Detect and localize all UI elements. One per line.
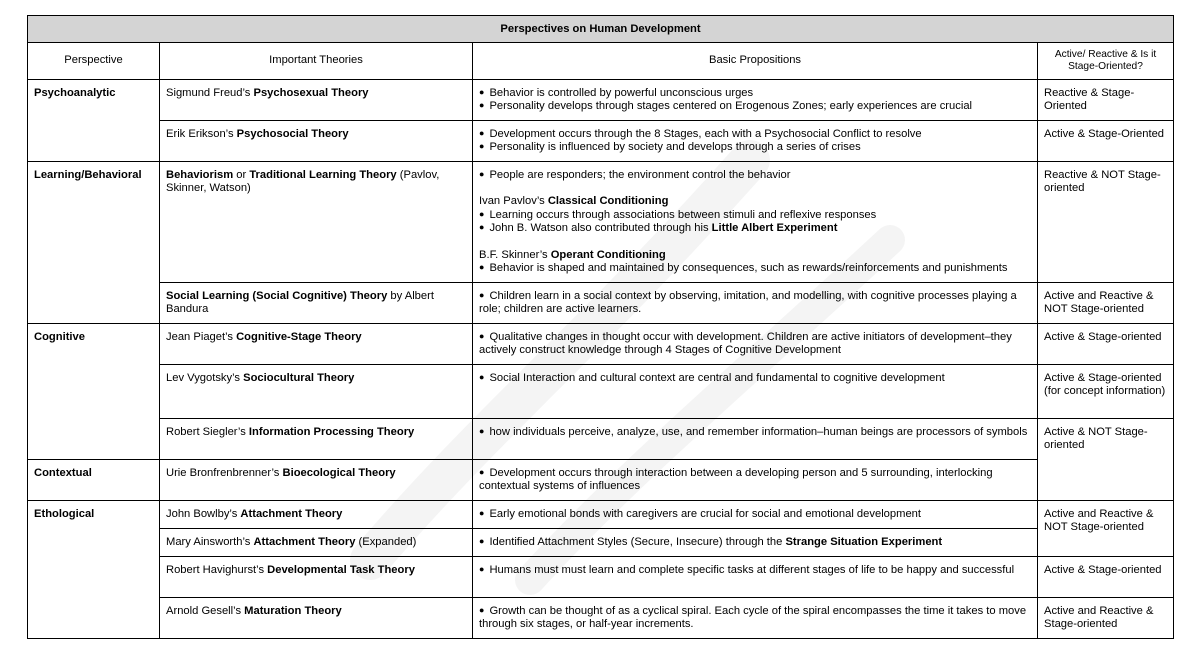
subheading-pavlov bbox=[479, 195, 1031, 208]
theory-prefix: Jean Piaget’s bbox=[166, 331, 237, 343]
theory-prefix: Arnold Gesell’s bbox=[166, 605, 245, 617]
propositions-bronfenbrenner bbox=[473, 460, 1038, 501]
bullet-item bbox=[479, 536, 1031, 549]
bullet-item: ● Behavior is shaped and maintained by consequences, such as rewards/reinforcements and punishments bbox=[479, 262, 1031, 275]
theory-freud bbox=[160, 80, 473, 121]
subheading-prefix: B.F. Skinner’s bbox=[479, 248, 551, 261]
theory-name: Maturation Theory bbox=[244, 605, 342, 617]
propositions-havighurst bbox=[473, 557, 1038, 598]
bullet-bold: Little Albert Experiment bbox=[711, 222, 838, 235]
spacer bbox=[479, 236, 1031, 249]
perspectives-table bbox=[27, 15, 1174, 639]
title-row bbox=[28, 16, 1174, 43]
theory-prefix: Erik Erikson’s bbox=[166, 128, 237, 140]
header-perspective: Perspective bbox=[28, 43, 160, 80]
table-row bbox=[28, 324, 1174, 365]
table-row bbox=[28, 283, 1174, 324]
theory-prefix: Robert Havighurst’s bbox=[166, 564, 268, 576]
perspective-psychoanalytic: Psychoanalytic bbox=[28, 80, 160, 162]
header-theories: Important Theories bbox=[160, 43, 473, 80]
theory-prefix: John Bowlby’s bbox=[166, 508, 241, 520]
theory-social-learning bbox=[160, 283, 473, 324]
theory-name: Psychosexual Theory bbox=[253, 87, 369, 99]
perspective-contextual: Contextual bbox=[28, 460, 160, 501]
theory-name: Traditional Learning Theory bbox=[249, 169, 397, 181]
propositions-ainsworth bbox=[473, 529, 1038, 557]
perspective-ethological: Ethological bbox=[28, 501, 160, 639]
theory-behaviorism bbox=[160, 162, 473, 283]
bullet-item: ● Early emotional bonds with caregivers are crucial for social and emotional development bbox=[479, 508, 1031, 521]
theory-prefix: Lev Vygotsky’s bbox=[166, 372, 244, 384]
theory-name: Cognitive-Stage Theory bbox=[236, 331, 362, 343]
theory-name: Attachment Theory bbox=[253, 536, 356, 548]
active-behaviorism: Reactive & NOT Stage-oriented bbox=[1038, 162, 1174, 283]
bullet-item: ● Social Interaction and cultural context are central and fundamental to cognitive development bbox=[479, 372, 1031, 385]
table-row bbox=[28, 162, 1174, 283]
theory-name: Social Learning (Social Cognitive) Theory bbox=[166, 290, 388, 302]
active-bowlby-ainsworth: Active and Reactive & NOT Stage-oriented bbox=[1038, 501, 1174, 557]
table-title: Perspectives on Human Development bbox=[28, 16, 1174, 43]
theory-prefix: Urie Bronfrenbrenner’s bbox=[166, 467, 283, 479]
bullet-item bbox=[479, 222, 1031, 235]
theory-ainsworth bbox=[160, 529, 473, 557]
table-row bbox=[28, 529, 1174, 557]
theory-name: Behaviorism bbox=[166, 169, 234, 181]
active-social-learning: Active and Reactive & NOT Stage-oriented bbox=[1038, 283, 1174, 324]
active-vygotsky: Active & Stage-oriented (for concept information) bbox=[1038, 365, 1174, 419]
header-propositions: Basic Propositions bbox=[473, 43, 1038, 80]
subheading-skinner bbox=[479, 249, 1031, 262]
propositions-gesell bbox=[473, 598, 1038, 639]
bullet-text: John B. Watson also contributed through his bbox=[489, 222, 712, 235]
theory-erikson bbox=[160, 121, 473, 162]
active-siegler-bronfenbrenner: Active & NOT Stage-oriented bbox=[1038, 419, 1174, 501]
table-row bbox=[28, 121, 1174, 162]
theory-havighurst bbox=[160, 557, 473, 598]
theory-bowlby bbox=[160, 501, 473, 529]
bullet-item: ● Growth can be thought of as a cyclical spiral. Each cycle of the spiral encompasses the time it takes to move through six stages, or half-year increments. bbox=[479, 605, 1031, 632]
theory-vygotsky bbox=[160, 365, 473, 419]
theory-piaget bbox=[160, 324, 473, 365]
propositions-bowlby bbox=[473, 501, 1038, 529]
theory-siegler bbox=[160, 419, 473, 460]
table-row bbox=[28, 501, 1174, 529]
propositions-behaviorism bbox=[473, 162, 1038, 283]
propositions-siegler bbox=[473, 419, 1038, 460]
header-row bbox=[28, 43, 1174, 80]
theory-suffix: by Albert Bandura bbox=[166, 290, 434, 316]
propositions-erikson bbox=[473, 121, 1038, 162]
theory-connector: or bbox=[233, 169, 250, 181]
bullet-item: ● Behavior is controlled by powerful unconscious urges bbox=[479, 87, 1031, 100]
bullet-item: ● Children learn in a social context by observing, imitation, and modelling, with cognitive processes playing a role; children are active learners. bbox=[479, 290, 1031, 317]
theory-suffix: (Expanded) bbox=[355, 536, 417, 548]
bullet-item: ● Development occurs through interaction between a developing person and 5 surrounding, interlocking contextual systems of influences bbox=[479, 467, 1031, 494]
subheading-name: Operant Conditioning bbox=[550, 248, 666, 261]
theory-gesell bbox=[160, 598, 473, 639]
bullet-item: ● Personality is influenced by society and develops through a series of crises bbox=[479, 141, 1031, 154]
bullet-item: ● Learning occurs through associations between stimuli and reflexive responses bbox=[479, 209, 1031, 222]
theory-name: Developmental Task Theory bbox=[267, 564, 415, 576]
table-row bbox=[28, 365, 1174, 419]
bullet-item: ● Development occurs through the 8 Stages, each with a Psychosocial Conflict to resolve bbox=[479, 128, 1031, 141]
bullet-item: ● how individuals perceive, analyze, use, and remember information–human beings are processors of symbols bbox=[479, 426, 1031, 439]
propositions-piaget bbox=[473, 324, 1038, 365]
theory-prefix: Mary Ainsworth’s bbox=[166, 536, 254, 548]
active-havighurst: Active & Stage-oriented bbox=[1038, 557, 1174, 598]
theory-name: Psychosocial Theory bbox=[236, 128, 349, 140]
theory-name: Bioecological Theory bbox=[282, 467, 396, 479]
active-freud: Reactive & Stage-Oriented bbox=[1038, 80, 1174, 121]
theory-name: Sociocultural Theory bbox=[243, 372, 355, 384]
perspective-cognitive: Cognitive bbox=[28, 324, 160, 460]
active-gesell: Active and Reactive & Stage-oriented bbox=[1038, 598, 1174, 639]
table-row bbox=[28, 419, 1174, 460]
perspective-learning: Learning/Behavioral bbox=[28, 162, 160, 324]
theory-name: Information Processing Theory bbox=[248, 426, 415, 438]
perspectives-table-container bbox=[27, 15, 1173, 639]
table-row bbox=[28, 557, 1174, 598]
propositions-social-learning bbox=[473, 283, 1038, 324]
bullet-item: ● Humans must must learn and complete specific tasks at different stages of life to be happy and successful bbox=[479, 564, 1031, 577]
theory-bronfenbrenner bbox=[160, 460, 473, 501]
propositions-vygotsky bbox=[473, 365, 1038, 419]
table-row bbox=[28, 80, 1174, 121]
propositions-freud bbox=[473, 80, 1038, 121]
active-erikson: Active & Stage-Oriented bbox=[1038, 121, 1174, 162]
subheading-name: Classical Conditioning bbox=[547, 195, 669, 208]
table-row bbox=[28, 598, 1174, 639]
theory-prefix: Robert Siegler’s bbox=[166, 426, 249, 438]
header-active-reactive: Active/ Reactive & Is it Stage-Oriented? bbox=[1038, 43, 1174, 80]
bullet-item: ● People are responders; the environment control the behavior bbox=[479, 169, 1031, 182]
theory-name: Attachment Theory bbox=[240, 508, 343, 520]
bullet-item: ● Personality develops through stages centered on Erogenous Zones; early experiences are crucial bbox=[479, 100, 1031, 113]
spacer bbox=[479, 182, 1031, 195]
theory-suffix: (Pavlov, Skinner, Watson) bbox=[166, 169, 440, 195]
theory-prefix: Sigmund Freud’s bbox=[166, 87, 254, 99]
subheading-prefix: Ivan Pavlov’s bbox=[479, 195, 548, 208]
active-piaget: Active & Stage-oriented bbox=[1038, 324, 1174, 365]
bullet-item: ● Qualitative changes in thought occur with development. Children are active initiators of development–they actively construct knowledge through 4 Stages of Cognitive Development bbox=[479, 331, 1031, 358]
bullet-bold: Strange Situation Experiment bbox=[785, 536, 943, 548]
table-row bbox=[28, 460, 1174, 501]
bullet-text: Identified Attachment Styles (Secure, Insecure) through the bbox=[489, 536, 786, 548]
